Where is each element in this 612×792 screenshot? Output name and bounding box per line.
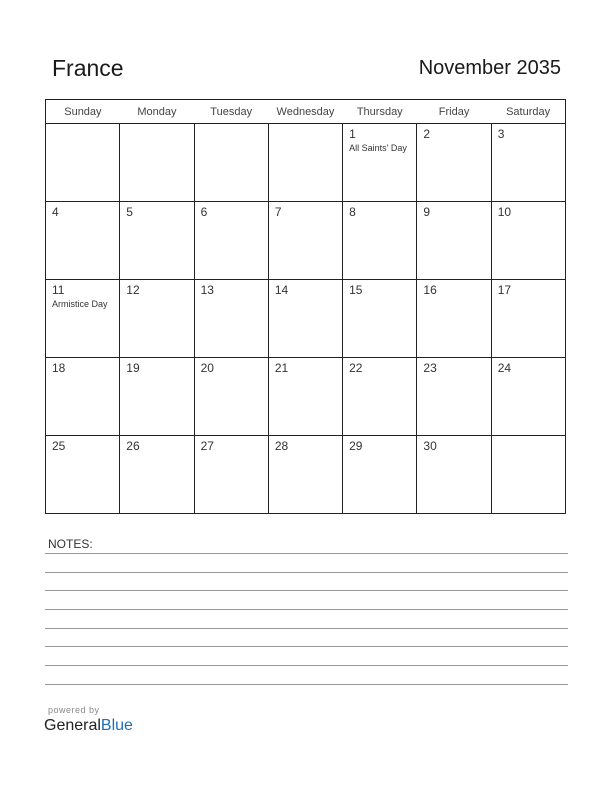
day-number: 10 (497, 205, 512, 219)
note-line[interactable] (45, 646, 568, 647)
day-cell[interactable] (120, 436, 194, 514)
day-cell[interactable] (343, 436, 417, 514)
day-number: 25 (52, 439, 66, 453)
day-cell[interactable] (46, 358, 120, 436)
day-number: 9 (423, 205, 431, 219)
weekday-header: Saturday (491, 100, 565, 124)
month-title: November 2035 (418, 57, 561, 79)
weekday-header: Friday (417, 100, 491, 124)
weekday-header: Monday (120, 100, 194, 124)
day-cell[interactable] (268, 202, 342, 280)
weekday-header: Sunday (46, 100, 120, 124)
brand-general: General (44, 717, 101, 734)
day-number: 29 (349, 439, 363, 453)
day-number: 11 (52, 283, 65, 297)
day-cell[interactable] (343, 202, 417, 280)
weekday-header: Tuesday (194, 100, 268, 124)
day-number: 21 (274, 361, 289, 375)
day-cell[interactable] (194, 280, 268, 358)
note-line[interactable] (45, 572, 568, 573)
day-cell[interactable] (268, 280, 342, 358)
day-number: 5 (126, 205, 133, 219)
notes-label: NOTES: (48, 537, 93, 551)
day-cell[interactable] (46, 124, 120, 202)
weekday-header-row (46, 100, 566, 124)
day-cell[interactable] (417, 358, 491, 436)
day-number: 16 (423, 283, 437, 297)
day-cell[interactable] (194, 202, 268, 280)
week-row (46, 202, 566, 280)
day-cell[interactable] (120, 202, 194, 280)
day-cell[interactable] (491, 202, 565, 280)
day-cell[interactable] (343, 124, 417, 202)
day-cell[interactable] (194, 436, 268, 514)
holiday-label: All Saints' Day (349, 143, 407, 153)
country-title: France (52, 55, 124, 81)
day-cell[interactable] (417, 280, 491, 358)
day-number: 26 (126, 439, 140, 453)
day-cell[interactable] (343, 280, 417, 358)
day-number: 30 (423, 439, 437, 453)
week-row (46, 124, 566, 202)
note-line[interactable] (45, 609, 568, 610)
day-cell[interactable] (417, 436, 491, 514)
day-cell[interactable] (120, 124, 194, 202)
note-line[interactable] (45, 684, 568, 685)
day-cell[interactable] (268, 124, 342, 202)
day-cell[interactable] (120, 280, 194, 358)
day-number: 17 (497, 283, 512, 297)
powered-by-text: powered by (48, 705, 100, 715)
brand-logo[interactable] (44, 717, 133, 735)
note-line[interactable] (45, 628, 568, 629)
day-cell[interactable] (491, 358, 565, 436)
calendar-grid (45, 99, 566, 514)
day-number: 2 (423, 127, 431, 141)
day-cell[interactable] (46, 202, 120, 280)
day-cell[interactable] (46, 436, 120, 514)
day-cell[interactable] (491, 280, 565, 358)
day-number: 3 (497, 127, 505, 141)
note-line[interactable] (45, 590, 568, 591)
day-cell[interactable] (46, 280, 120, 358)
note-line[interactable] (45, 665, 568, 666)
day-cell[interactable] (268, 358, 342, 436)
day-cell[interactable] (417, 124, 491, 202)
day-cell[interactable] (343, 358, 417, 436)
day-number: 28 (274, 439, 289, 453)
day-number: 1 (349, 127, 356, 141)
day-number: 18 (52, 361, 66, 375)
day-number: 12 (126, 283, 140, 297)
week-row (46, 358, 566, 436)
day-cell[interactable] (194, 124, 268, 202)
day-number: 24 (497, 361, 512, 375)
week-row (46, 436, 566, 514)
day-number: 14 (274, 283, 289, 297)
holiday-label: Armistice Day (52, 299, 108, 309)
week-row (46, 280, 566, 358)
day-cell[interactable] (268, 436, 342, 514)
day-number: 22 (349, 361, 363, 375)
day-number: 13 (200, 283, 214, 297)
day-number: 27 (200, 439, 214, 453)
day-cell[interactable] (491, 124, 565, 202)
day-number: 6 (200, 205, 208, 219)
day-cell[interactable] (417, 202, 491, 280)
day-cell[interactable] (120, 358, 194, 436)
weekday-header: Wednesday (268, 100, 342, 124)
note-line[interactable] (45, 553, 568, 554)
day-number: 7 (274, 205, 282, 219)
day-number: 23 (423, 361, 437, 375)
day-number: 19 (126, 361, 140, 375)
day-number: 15 (349, 283, 363, 297)
day-cell[interactable] (491, 436, 565, 514)
day-number: 8 (349, 205, 356, 219)
day-cell[interactable] (194, 358, 268, 436)
brand-blue: Blue (100, 717, 133, 734)
day-number: 4 (52, 205, 59, 219)
day-number: 20 (200, 361, 214, 375)
weekday-header: Thursday (343, 100, 417, 124)
